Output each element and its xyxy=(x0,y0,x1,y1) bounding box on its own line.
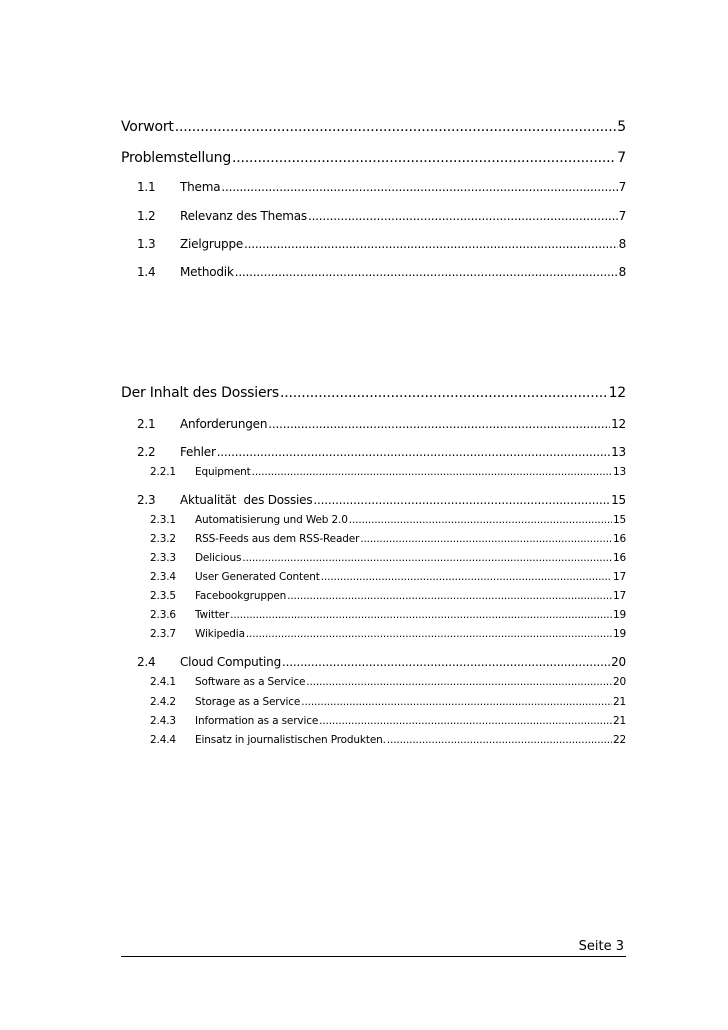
toc-number: 2.3.1 xyxy=(150,514,176,526)
toc-number: 2.2 xyxy=(137,445,156,459)
toc-entry-1-1 xyxy=(121,181,626,193)
toc-entry-der-inhalt-des-dossiers xyxy=(121,386,626,400)
toc-leader-dots xyxy=(246,629,612,640)
toc-entry-2-3-5 xyxy=(121,591,626,602)
toc-title: Methodik xyxy=(180,265,234,279)
toc-page-number: 7 xyxy=(618,180,626,194)
toc-title: Storage as a Service xyxy=(195,696,301,708)
toc-page-number: 12 xyxy=(608,385,626,401)
toc-title: Zielgruppe xyxy=(180,237,244,251)
toc-leader-dots xyxy=(230,610,612,621)
toc-page-number: 16 xyxy=(612,533,626,545)
toc-entry-2-3-4 xyxy=(121,572,626,583)
toc-page-number: 22 xyxy=(612,734,626,746)
toc-entry-2-4 xyxy=(121,656,626,668)
toc-entry-2-4-4 xyxy=(121,735,626,746)
toc-number: 2.3.3 xyxy=(150,552,176,564)
toc-leader-dots xyxy=(360,534,612,545)
toc-leader-dots xyxy=(232,151,616,165)
toc-title: Fehler xyxy=(180,445,216,459)
toc-title: Delicious xyxy=(195,552,242,564)
toc-entry-2-3-2 xyxy=(121,534,626,545)
toc-leader-dots xyxy=(308,210,618,222)
toc-page-number: 5 xyxy=(617,119,626,135)
toc-leader-dots xyxy=(175,120,617,134)
toc-number: 2.3.2 xyxy=(150,533,176,545)
toc-title: Software as a Service xyxy=(195,676,306,688)
toc-number: 2.2.1 xyxy=(150,466,176,478)
toc-entry-problemstellung xyxy=(121,151,626,165)
toc-entry-2-2 xyxy=(121,446,626,458)
toc-entry-vorwort xyxy=(121,120,626,134)
toc-entry-2-1 xyxy=(121,418,626,430)
toc-page-number: 17 xyxy=(612,590,626,602)
toc-leader-dots xyxy=(349,515,612,526)
toc-leader-dots xyxy=(252,467,612,478)
toc-title: Vorwort xyxy=(121,119,174,135)
toc-page-number: 20 xyxy=(612,676,626,688)
toc-title: Facebookgruppen xyxy=(195,590,287,602)
toc-entry-2-3 xyxy=(121,494,626,506)
toc-leader-dots xyxy=(280,386,608,400)
toc-title: RSS-Feeds aus dem RSS-Reader xyxy=(195,533,360,545)
toc-entry-2-3-7 xyxy=(121,629,626,640)
toc-leader-dots xyxy=(321,572,612,583)
toc-title: Thema xyxy=(180,180,221,194)
toc-title: Anforderungen xyxy=(180,417,268,431)
toc-entry-1-2 xyxy=(121,210,626,222)
toc-entry-2-3-3 xyxy=(121,553,626,564)
toc-page-number: 19 xyxy=(612,609,626,621)
toc-leader-dots xyxy=(221,181,617,193)
page-number-label: Seite 3 xyxy=(578,939,624,954)
toc-number: 2.4 xyxy=(137,655,156,669)
toc-number: 1.3 xyxy=(137,237,156,251)
toc-number: 2.3.4 xyxy=(150,571,176,583)
toc-title: Equipment xyxy=(195,466,251,478)
toc-leader-dots xyxy=(313,494,610,506)
toc-leader-dots xyxy=(282,656,610,668)
toc-page-number: 21 xyxy=(612,715,626,727)
toc-title: Der Inhalt des Dossiers xyxy=(121,385,280,401)
toc-page-number: 7 xyxy=(618,209,626,223)
toc-leader-dots xyxy=(244,238,618,250)
toc-number: 1.2 xyxy=(137,209,156,223)
toc-leader-dots xyxy=(268,418,610,430)
toc-entry-2-4-1 xyxy=(121,677,626,688)
toc-page-number: 17 xyxy=(612,571,626,583)
toc-leader-dots xyxy=(301,697,612,708)
toc-title: Wikipedia xyxy=(195,628,245,640)
toc-page-number: 7 xyxy=(617,150,626,166)
toc-page-number: 21 xyxy=(612,696,626,708)
toc-title: Automatisierung und Web 2.0 xyxy=(195,514,348,526)
toc-title: Aktualität des Dossies xyxy=(180,493,313,507)
toc-number: 2.3.6 xyxy=(150,609,176,621)
toc-page-number: 15 xyxy=(611,493,626,507)
toc-page-number: 16 xyxy=(612,552,626,564)
toc-title: Cloud Computing xyxy=(180,655,281,669)
page-footer xyxy=(121,936,626,957)
toc-number: 2.1 xyxy=(137,417,156,431)
toc-title: Einsatz in journalistischen Produkten. xyxy=(195,734,386,746)
toc-entry-2-4-3 xyxy=(121,716,626,727)
toc-entry-2-3-1 xyxy=(121,515,626,526)
toc-leader-dots xyxy=(235,266,618,278)
toc-leader-dots xyxy=(287,591,612,602)
toc-page-number: 13 xyxy=(611,445,626,459)
toc-entry-2-2-1 xyxy=(121,467,626,478)
toc-page-number: 13 xyxy=(612,466,626,478)
toc-number: 2.4.4 xyxy=(150,734,176,746)
toc-leader-dots xyxy=(387,735,612,746)
toc-number: 2.3.7 xyxy=(150,628,176,640)
toc-number: 2.3 xyxy=(137,493,156,507)
toc-number: 2.4.1 xyxy=(150,676,176,688)
toc-title: User Generated Content xyxy=(195,571,320,583)
toc-leader-dots xyxy=(242,553,612,564)
toc-page-number: 19 xyxy=(612,628,626,640)
toc-leader-dots xyxy=(319,716,612,727)
toc-leader-dots xyxy=(217,446,610,458)
toc-leader-dots xyxy=(306,677,612,688)
toc-number: 2.3.5 xyxy=(150,590,176,602)
toc-title: Problemstellung xyxy=(121,150,232,166)
toc-title: Twitter xyxy=(195,609,230,621)
toc-title: Relevanz des Themas xyxy=(180,209,307,223)
toc-entry-1-3 xyxy=(121,238,626,250)
toc-entry-2-3-6 xyxy=(121,610,626,621)
toc-entry-1-4 xyxy=(121,266,626,278)
toc-page-number: 15 xyxy=(612,514,626,526)
toc-number: 2.4.2 xyxy=(150,696,176,708)
toc-page-number: 8 xyxy=(618,237,626,251)
toc-title: Information as a service xyxy=(195,715,319,727)
toc-page-number: 8 xyxy=(618,265,626,279)
toc-page-number: 12 xyxy=(611,417,626,431)
toc-number: 1.1 xyxy=(137,180,156,194)
toc-entry-2-4-2 xyxy=(121,697,626,708)
toc-page-number: 20 xyxy=(611,655,626,669)
toc-number: 1.4 xyxy=(137,265,156,279)
toc-number: 2.4.3 xyxy=(150,715,176,727)
